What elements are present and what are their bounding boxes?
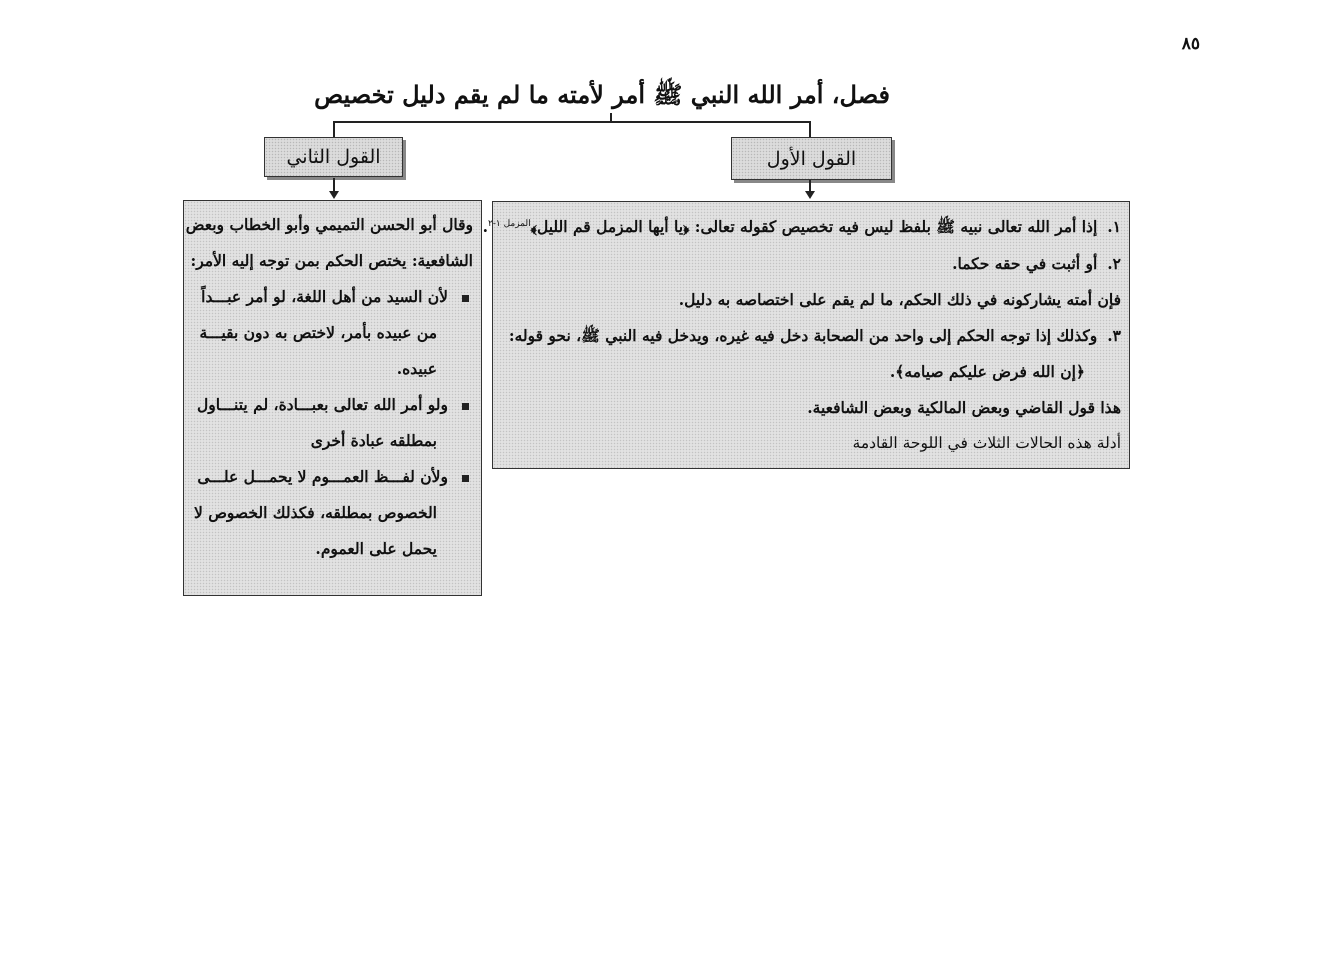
bullet-icon	[462, 295, 469, 302]
line-text: عبيده.	[396, 359, 437, 378]
first-opinion-label-text: القول الأول	[766, 147, 857, 170]
second-opinion-intro-2	[191, 251, 473, 270]
first-opinion-label	[731, 137, 892, 180]
first-opinion-line-1	[483, 217, 1121, 240]
line-text: أدلة هذه الحالات الثلاث في اللوحة القادمة	[852, 434, 1121, 452]
second-opinion-bullet-1-cont-2	[397, 359, 437, 378]
first-opinion-line-4	[509, 326, 1121, 349]
line-text: من عبيده بأمر، لاختص به دون بقيـــة	[199, 323, 437, 342]
line-text: أو أثبت في حقه حكما.	[952, 254, 1098, 273]
second-opinion-bullet-1	[201, 287, 469, 306]
line-text: بمطلقه عبادة أخرى	[310, 431, 437, 450]
connector-horizontal	[333, 121, 810, 123]
second-opinion-box	[183, 200, 482, 596]
line-text: وقال أبو الحسن التميمي وأبو الخطاب وبعض	[185, 215, 473, 234]
second-opinion-label-text: القول الثاني	[286, 146, 381, 168]
line-text: يحمل على العموم.	[315, 539, 437, 558]
bullet-icon	[462, 403, 469, 410]
first-opinion-line-3	[679, 290, 1121, 309]
arrow-left-stem	[333, 178, 335, 192]
bullet-icon	[462, 475, 469, 482]
line-text: إذا أمر الله تعالى نبيه ﷺ بلفظ ليس فيه تخصيص كقوله تعالى: ﴿يا أيها المزمل قم الليل﴾	[530, 217, 1098, 236]
second-opinion-intro-1	[186, 215, 473, 234]
second-opinion-bullet-2-cont-1	[311, 431, 437, 450]
line-text: وكذلك إذا توجه الحكم إلى واحد من الصحابة دخل فيه غيره، ويدخل فيه النبي ﷺ، نحو قوله:	[508, 326, 1098, 345]
first-opinion-line-2	[952, 254, 1121, 273]
arrow-right-down-icon	[805, 191, 815, 199]
line-text: فإن أمته يشاركونه في ذلك الحكم، ما لم يقم على اختصاصه به دليل.	[678, 290, 1121, 309]
connector-right-drop	[809, 121, 811, 137]
connector-left-drop	[333, 121, 335, 137]
line-text: الشافعية: يختص الحكم بمن توجه إليه الأمر:	[190, 251, 473, 270]
quran-reference: المزمل ١-٢	[487, 218, 531, 229]
first-opinion-line-6	[807, 398, 1121, 417]
second-opinion-bullet-1-cont-1	[200, 323, 437, 342]
item-number: ١.	[1107, 217, 1121, 236]
second-opinion-bullet-2	[197, 395, 469, 414]
first-opinion-line-7	[853, 434, 1121, 452]
page-title: فصل، أمر الله النبي ﷺ أمر لأمته ما لم يقم دليل تخصيص	[314, 80, 890, 109]
item-number: ٢.	[1107, 254, 1121, 273]
line-text: هذا قول القاضي وبعض المالكية وبعض الشافعية.	[807, 398, 1121, 417]
line-text: ولو أمر الله تعالى بعبـــادة، لم يتنـــاول	[196, 395, 448, 414]
item-number: ٣.	[1107, 326, 1121, 345]
second-opinion-bullet-3-cont-1	[194, 503, 437, 522]
page-number: ٨٥	[1181, 34, 1200, 54]
line-text: ﴿إن الله فرض عليكم صيامه﴾.	[889, 362, 1085, 381]
arrow-left-down-icon	[329, 191, 339, 199]
line-text: الخصوص بمطلقه، فكذلك الخصوص لا	[193, 503, 437, 522]
second-opinion-bullet-3	[197, 467, 469, 486]
first-opinion-box	[482, 201, 1130, 469]
line-text: لأن السيد من أهل اللغة، لو أمر عبـــداً	[201, 287, 448, 306]
line-text: ولأن لفـــظ العمـــوم لا يحمـــل علـــى	[197, 467, 448, 486]
second-opinion-label	[264, 137, 403, 177]
first-opinion-line-5	[890, 362, 1085, 381]
line-end: .	[482, 217, 488, 236]
second-opinion-bullet-3-cont-2	[315, 539, 437, 558]
